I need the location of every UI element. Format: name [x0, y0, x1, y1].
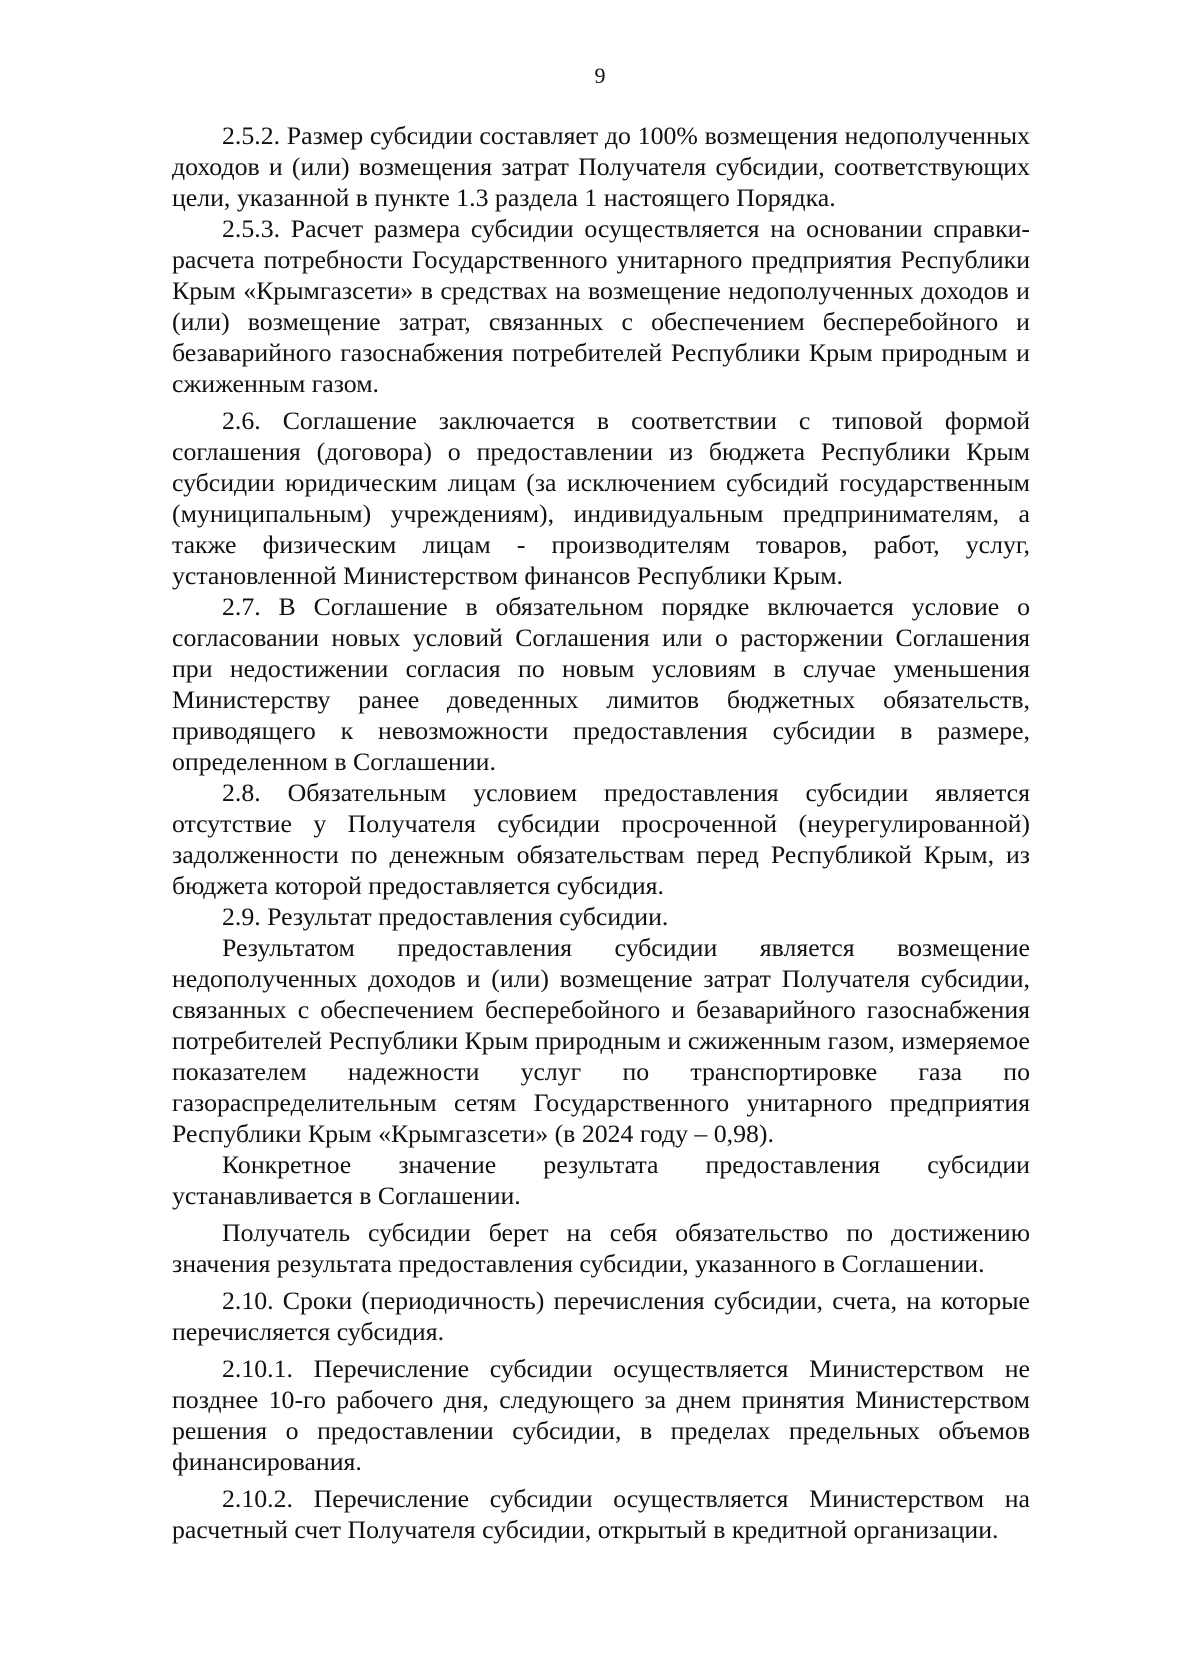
paragraph-2-10-1: 2.10.1. Перечисление субсидии осуществляется Министерством не позднее 10-го рабочего дня, следующего за днем принятия Министерством решения о предоставлении субсидии, в пределах предельных объемов финансирования.	[172, 1354, 1030, 1476]
paragraph-2-9: 2.9. Результат предоставления субсидии.	[222, 902, 669, 931]
paragraph-2-5-3: 2.5.3. Расчет размера субсидии осуществляется на основании справки-расчета потребности Государственного унитарного предприятия Республики Крым «Крымгазсети» в средствах на возмещение недополученных доходов и (или) возмещение затрат, связанных с обеспечением бесперебойного и безаварийного газоснабжения потребителей Республики Крым природным и сжиженным газом.	[172, 214, 1030, 398]
paragraph-2-8: 2.8. Обязательным условием предоставления субсидии является отсутствие у Получателя субсидии просроченной (неурегулированной) задолженности по денежным обязательствам перед Республикой Крым, из бюджета которой предоставляется субсидия.	[172, 778, 1030, 900]
paragraph-result: Результатом предоставления субсидии является возмещение недополученных доходов и (или) возмещение затрат Получателя субсидии, связанных с обеспечением бесперебойного и безаварийного газоснабжения потребителей Республики Крым природным и сжиженным газом, измеряемое показателем надежности услуг по транспортировке газа по газораспределительным сетям Государственного унитарного предприятия Республики Крым «Крымгазсети» (в 2024 году – 0,98).	[172, 933, 1030, 1148]
paragraph-result-value: Конкретное значение результата предоставления субсидии устанавливается в Соглашении.	[172, 1150, 1030, 1210]
page-number: 9	[594, 63, 606, 88]
paragraph-obligation: Получатель субсидии берет на себя обязательство по достижению значения результата предоставления субсидии, указанного в Соглашении.	[172, 1218, 1030, 1278]
paragraph-2-10: 2.10. Сроки (периодичность) перечисления субсидии, счета, на которые перечисляется субсидия.	[172, 1286, 1030, 1346]
paragraph-2-5-2: 2.5.2. Размер субсидии составляет до 100% возмещения недополученных доходов и (или) возмещения затрат Получателя субсидии, соответствующих цели, указанной в пункте 1.3 раздела 1 настоящего Порядка.	[172, 121, 1030, 212]
paragraph-2-7: 2.7. В Соглашение в обязательном порядке включается условие о согласовании новых условий Соглашения или о расторжении Соглашения при недостижении согласия по новым условиям в случае уменьшения Министерству ранее доведенных лимитов бюджетных обязательств, приводящего к невозможности предоставления субсидии в размере, определенном в Соглашении.	[172, 592, 1030, 776]
paragraph-2-6: 2.6. Соглашение заключается в соответствии с типовой формой соглашения (договора) о предоставлении из бюджета Республики Крым субсидии юридическим лицам (за исключением субсидий государственным (муниципальным) учреждениям), индивидуальным предпринимателям, а также физическим лицам - производителям товаров, работ, услуг, установленной Министерством финансов Республики Крым.	[172, 406, 1030, 590]
document-body	[172, 120, 1030, 1545]
paragraph-2-10-2: 2.10.2. Перечисление субсидии осуществляется Министерством на расчетный счет Получателя субсидии, открытый в кредитной организации.	[172, 1484, 1030, 1544]
